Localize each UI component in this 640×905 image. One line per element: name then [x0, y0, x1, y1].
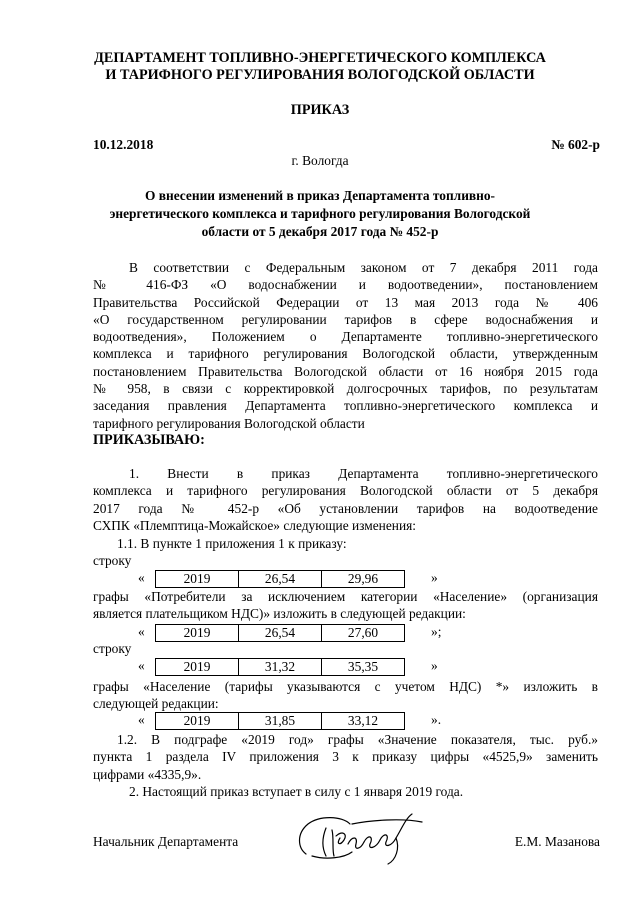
preamble-paragraph [93, 259, 598, 432]
item-1-line: 2017 года № 452-р «Об установлении тарифов на водоотведение [93, 500, 598, 516]
value-cells [155, 712, 405, 730]
year-cell: 2019 [156, 625, 239, 641]
replace-1-paragraph [93, 588, 598, 623]
order-date: 10.12.2018 [93, 137, 154, 152]
item-1-2-line: 1.2. В подграфе «2019 год» графы «Значение показателя, тыс. руб.» [117, 732, 598, 747]
value-cell: 31,85 [239, 713, 322, 729]
open-quote: « [138, 712, 145, 727]
title-line-2: энергетического комплекса и тарифного регулирования Вологодской [109, 206, 531, 221]
value-cells [155, 624, 405, 642]
item-1-line: СХПК «Племптица-Можайское» следующие изменения: [93, 517, 417, 533]
preamble-line: № 416-ФЗ «О водоснабжении и водоотведении», постановлением [93, 277, 598, 293]
signatory-position: Начальник Департамента [93, 834, 239, 849]
item-1-1: 1.1. В пункте 1 приложения 1 к приказу: [117, 536, 347, 551]
document-type: ПРИКАЗ [290, 102, 350, 118]
value-cell: 26,54 [239, 625, 322, 641]
item-2: 2. Настоящий приказ вступает в силу с 1 января 2019 года. [129, 784, 464, 799]
preamble-line: тарифного регулирования Вологодской области [93, 415, 365, 431]
replace-1-line: является плательщиком НДС)» изложить в следующей редакции: [93, 606, 466, 622]
value-cell: 31,32 [239, 659, 322, 675]
value-cell: 27,60 [347, 625, 379, 640]
open-quote: « [138, 658, 145, 673]
table-row-3 [93, 658, 493, 676]
preamble-line: Правительства Российской Федерации от 13 мая 2013 года № 406 [93, 294, 598, 310]
close-quote: » [431, 658, 438, 673]
year-cell: 2019 [156, 659, 239, 675]
replace-2-line: графы «Население (тарифы указываются с учетом НДС) *» изложить в [93, 679, 598, 694]
order-number: № 602-р [551, 137, 600, 152]
close-quote: »; [431, 624, 442, 639]
replace-2-paragraph [93, 678, 598, 713]
handwritten-signature [292, 808, 432, 870]
value-cell: 35,35 [347, 659, 379, 674]
close-quote: » [431, 570, 438, 585]
preamble-line: комплекса и тарифного регулирования Вологодской области, утвержденным [93, 346, 598, 362]
replace-2-line: следующей редакции: [93, 696, 219, 712]
open-quote: « [138, 570, 145, 585]
header-line-1: ДЕПАРТАМЕНТ ТОПЛИВНО-ЭНЕРГЕТИЧЕСКОГО КОМПЛЕКСА [94, 50, 546, 66]
title-line-1: О внесении изменений в приказ Департамента топливно- [144, 188, 496, 203]
order-word: ПРИКАЗЫВАЮ: [93, 432, 205, 448]
item-1-2-line: пункта 1 раздела IV приложения 3 к приказу цифры «4525,9» заменить [93, 749, 598, 765]
item-1-2-paragraph [93, 731, 598, 783]
item-1-line: комплекса и тарифного регулирования Вологодской области от 5 декабря [93, 483, 598, 499]
close-quote: ». [431, 712, 442, 727]
preamble-line: водоотведения», Положением о Департаменте топливно-энергетического [93, 329, 598, 345]
word-row-2: строку [93, 641, 132, 656]
year-cell: 2019 [156, 713, 239, 729]
open-quote: « [138, 624, 145, 639]
preamble-line: «О государственном регулировании тарифов в сфере водоснабжения и [93, 311, 598, 327]
preamble-line: В соответствии с Федеральным законом от 7 декабря 2011 года [129, 260, 598, 275]
preamble-line: № 958, в связи с корректировкой долгосрочных тарифов, по результатам [93, 381, 598, 397]
value-cells [155, 570, 405, 588]
title-line-3: области от 5 декабря 2017 года № 452-р [201, 224, 439, 239]
header-line-2: И ТАРИФНОГО РЕГУЛИРОВАНИЯ ВОЛОГОДСКОЙ ОБЛАСТИ [105, 67, 535, 83]
year-cell: 2019 [156, 571, 239, 587]
table-row-1 [93, 570, 493, 588]
table-row-4 [93, 712, 493, 730]
word-row-1: строку [93, 553, 132, 568]
item-1-2-line: цифрами «4335,9». [93, 766, 202, 782]
value-cell: 26,54 [239, 571, 322, 587]
preamble-line: заседания правления Департамента топливно-энергетического комплекса и [93, 398, 598, 414]
replace-1-line: графы «Потребители за исключением категории «Население» (организация [93, 589, 598, 604]
signatory-name: Е.М. Мазанова [514, 834, 600, 849]
value-cells [155, 658, 405, 676]
preamble-line: постановлением Правительства Вологодской области от 16 ноября 2015 года [93, 363, 598, 379]
value-cell: 33,12 [347, 713, 379, 728]
city: г. Вологда [291, 153, 349, 168]
value-cell: 29,96 [347, 571, 379, 586]
item-1-paragraph [93, 465, 598, 534]
table-row-2 [93, 624, 493, 642]
item-1-line: 1. Внести в приказ Департамента топливно-энергетического [129, 466, 598, 481]
